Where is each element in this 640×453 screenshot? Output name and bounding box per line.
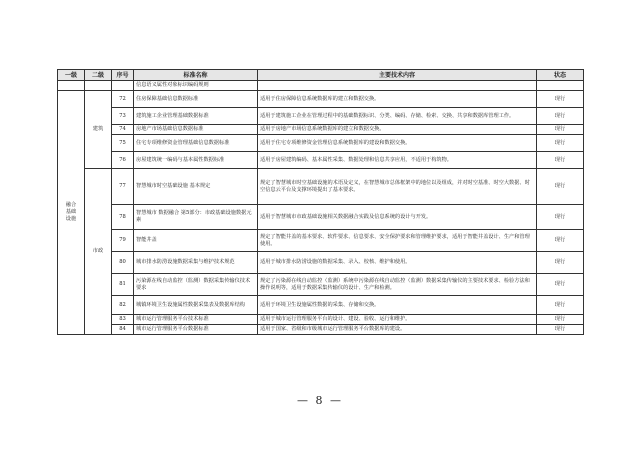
- table-row: [58, 91, 584, 108]
- seq-cell: 81: [112, 274, 134, 296]
- name-cell: 房屋建筑统一编码与基本属性数据标准: [134, 152, 258, 169]
- level2-group-municipal: 市政: [85, 169, 112, 335]
- content-cell: 适用于住房保障信息系统数据库的建立和数据交换。: [258, 91, 537, 108]
- name-cell: 污染源在线自动监控（监测）数据采集传输仪技术要求: [134, 274, 258, 296]
- status-cell: 现行: [537, 315, 584, 325]
- status-cell: 现行: [537, 296, 584, 315]
- status-cell: 现行: [537, 135, 584, 152]
- content-cell: 适用于建筑施工企业在管理过程中的基础数据标识、分类、编码、存储、检索、交换、共享和数据库管理工作。: [258, 108, 537, 125]
- level2-cell-empty: [85, 81, 112, 91]
- level1-group-cell: 融合基础设施: [58, 91, 85, 335]
- status-cell: 现行: [537, 230, 584, 252]
- seq-cell: 79: [112, 230, 134, 252]
- status-cell: 现行: [537, 152, 584, 169]
- table-row: [58, 205, 584, 230]
- seq-cell: [112, 81, 134, 91]
- status-cell: 现行: [537, 125, 584, 135]
- table-row: [58, 315, 584, 325]
- table-row: [58, 152, 584, 169]
- content-cell: 规定了智能井盖的基本要求、软件要求、信息要求、安全保护要求和管理维护要求，适用于智能井盖设计、生产和管理使用。: [258, 230, 537, 252]
- table-header-row: [58, 70, 584, 81]
- content-cell: 适用于智慧城市市政基础设施相关数据融合实践及信息系统的设计与开发。: [258, 205, 537, 230]
- content-cell: 适用于环境卫生设施属性数据的采集、存储和交换。: [258, 296, 537, 315]
- seq-cell: 82: [112, 296, 134, 315]
- name-cell: 城镇环境卫生设施属性数据采集表及数据库结构: [134, 296, 258, 315]
- table-row: [58, 125, 584, 135]
- status-cell: 现行: [537, 91, 584, 108]
- table-row: [58, 81, 584, 91]
- header-seq: 序号: [112, 70, 134, 81]
- level2-group-building: 建筑: [85, 91, 112, 169]
- level1-cell-empty: [58, 81, 85, 91]
- table-row: [58, 296, 584, 315]
- name-cell: 智慧城市 数据融合 第5部分：市政基础设施数据元素: [134, 205, 258, 230]
- status-cell: [537, 81, 584, 91]
- page-number: — 8 —: [297, 394, 343, 407]
- content-cell: 规定了智慧城市时空基础设施的术语及定义，在智慧城市总体框架中的地位以及组成，并对时空基准、时空大数据、时空信息云平台及支撑环境提出了基本要求。: [258, 169, 537, 205]
- seq-cell: 72: [112, 91, 134, 108]
- table-row: [58, 274, 584, 296]
- status-cell: 现行: [537, 205, 584, 230]
- name-cell: 房地产市场基础信息数据标准: [134, 125, 258, 135]
- seq-cell: 73: [112, 108, 134, 125]
- content-cell: 适用于国家、省级和市级城市运行管理服务平台数据库的建设。: [258, 325, 537, 335]
- status-cell: 现行: [537, 325, 584, 335]
- seq-cell: 74: [112, 125, 134, 135]
- header-status: 状态: [537, 70, 584, 81]
- header-level1: 一级: [58, 70, 85, 81]
- table-row: [58, 230, 584, 252]
- name-cell: 住房保障基础信息数据标准: [134, 91, 258, 108]
- name-cell: 建筑施工企业管理基础数据标准: [134, 108, 258, 125]
- header-name: 标准名称: [134, 70, 258, 81]
- seq-cell: 76: [112, 152, 134, 169]
- seq-cell: 83: [112, 315, 134, 325]
- seq-cell: 75: [112, 135, 134, 152]
- name-cell: 城市排水防涝设施数据采集与维护技术规范: [134, 252, 258, 274]
- table-row: [58, 135, 584, 152]
- table-row: [58, 169, 584, 205]
- status-cell: 现行: [537, 108, 584, 125]
- name-cell: 城市运行管理服务平台技术标准: [134, 315, 258, 325]
- seq-cell: 80: [112, 252, 134, 274]
- name-cell: 智慧城市时空基础设施 基本规定: [134, 169, 258, 205]
- content-cell: 适用于房屋建筑编码、基本属性采集、数据处理和信息共享应用，不适用于构筑物。: [258, 152, 537, 169]
- name-cell: 智能井盖: [134, 230, 258, 252]
- content-cell: 适用于住宅专项维修资金管理信息系统数据库的建设和数据交换。: [258, 135, 537, 152]
- table-row: [58, 252, 584, 274]
- seq-cell: 77: [112, 169, 134, 205]
- name-cell: 信息语义属性对象标识编码规则: [134, 81, 258, 91]
- header-level2: 二级: [85, 70, 112, 81]
- status-cell: 现行: [537, 169, 584, 205]
- header-content: 主要技术内容: [258, 70, 537, 81]
- name-cell: 城市运行管理服务平台数据标准: [134, 325, 258, 335]
- name-cell: 住宅专项维修资金管理基础信息数据标准: [134, 135, 258, 152]
- seq-cell: 78: [112, 205, 134, 230]
- table-row: [58, 325, 584, 335]
- content-cell: 适用于房地产市场信息系统数据库的建立和数据交换。: [258, 125, 537, 135]
- status-cell: 现行: [537, 252, 584, 274]
- content-cell: 规定了污染源在线自动监控（监测）系统中污染源在线自动监控（监测）数据采集传输仪的主要技术要求、检验方法和操作说明等，适用于数据采集传输仪的设计、生产和检测。: [258, 274, 537, 296]
- table-row: [58, 108, 584, 125]
- status-cell: 现行: [537, 274, 584, 296]
- content-cell: 适用于城市排水防涝设施的数据采集、录入、校核、维护和使用。: [258, 252, 537, 274]
- content-cell: 适用于城市运行管理服务平台的设计、建设、验收、运行和维护。: [258, 315, 537, 325]
- seq-cell: 84: [112, 325, 134, 335]
- standards-table: [57, 69, 584, 335]
- content-cell: [258, 81, 537, 91]
